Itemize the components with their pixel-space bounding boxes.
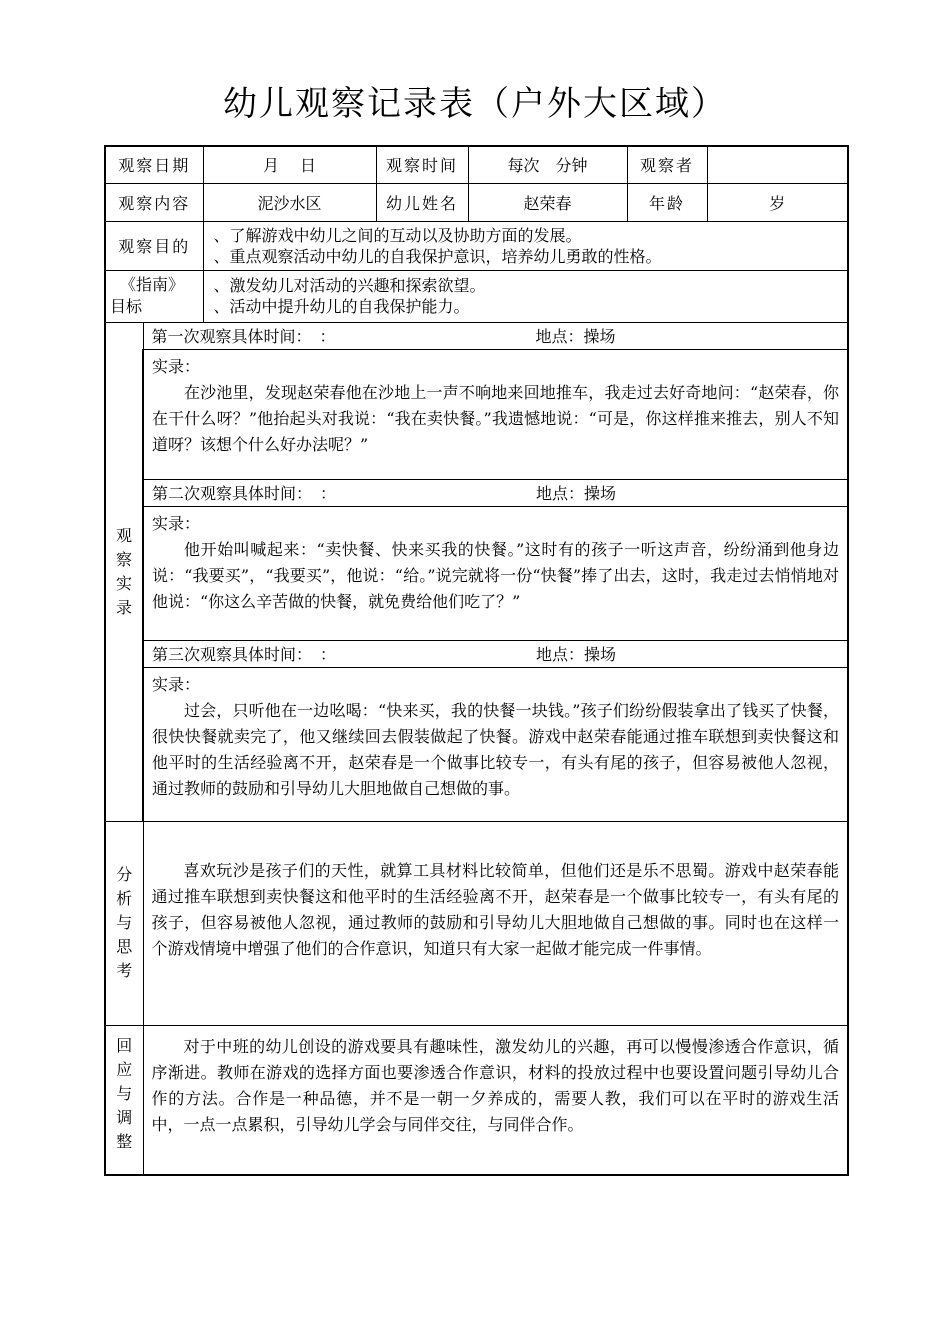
records-label-char: 察 <box>115 549 132 569</box>
record-3-heading-row <box>105 640 848 667</box>
purpose-content <box>203 221 848 270</box>
info-row-2 <box>105 183 848 221</box>
record-1-place: 地点：操场 <box>535 326 616 346</box>
record-2-label: 实录： <box>152 513 201 533</box>
guide-row <box>105 270 848 322</box>
record-2-heading-row <box>105 479 848 506</box>
analysis-row <box>105 821 848 1025</box>
response-label-char: 应 <box>116 1059 133 1079</box>
guide-item: 、活动中提升幼儿的自我保护能力。 <box>213 297 470 316</box>
response-label-char: 与 <box>116 1083 133 1103</box>
record-3-body-row <box>105 667 848 821</box>
record-1-heading <box>143 322 848 349</box>
observation-time-value[interactable]: 每次 分钟 <box>468 146 627 183</box>
record-3-time: 第三次观察具体时间： ： <box>152 645 337 664</box>
age-label: 年龄 <box>627 183 707 221</box>
analysis-label-char: 思 <box>116 937 133 956</box>
record-1-body-row <box>105 349 848 479</box>
child-name-value[interactable]: 赵荣春 <box>468 183 627 221</box>
purpose-row <box>105 221 848 270</box>
observation-date-value[interactable]: 月 日 <box>203 146 376 183</box>
observer-value[interactable] <box>707 146 848 183</box>
observation-time-label: 观察时间 <box>376 146 468 183</box>
purpose-label: 观察目的 <box>105 221 203 270</box>
page-title: 幼儿观察记录表（户外大区域） <box>223 84 727 124</box>
guide-label <box>105 270 203 322</box>
analysis-content <box>143 821 848 1025</box>
observation-date-label: 观察日期 <box>105 146 203 183</box>
record-1-heading-row <box>105 322 848 349</box>
record-3-heading <box>143 640 848 667</box>
records-label-char: 观 <box>115 525 132 545</box>
records-label-char: 实 <box>115 573 132 593</box>
record-2-heading <box>143 479 848 506</box>
response-label-char: 整 <box>116 1131 133 1151</box>
observation-content-value[interactable]: 泥沙水区 <box>203 183 376 221</box>
age-value[interactable]: 岁 <box>707 183 848 221</box>
record-1-body <box>143 349 848 479</box>
info-row-1 <box>105 146 848 183</box>
record-2-body <box>143 506 848 640</box>
analysis-text: 喜欢玩沙是孩子们的天性，就算工具材料比较简单，但他们还是乐不思蜀。游戏中赵荣春能通过推车联想到卖快餐这和他平时的生活经验离不开，赵荣春是一个做事比较专一，有头有尾的孩子，但容易被他人忽视，通过教师的鼓励和引导幼儿大胆地做自己想做的事。同时也在这样一个游戏情境中增强了他们的合作意识，知道只有大家一起做才能完成一件事情。 <box>151 860 840 958</box>
observation-record-table <box>104 145 849 1176</box>
purpose-item: 、重点观察活动中幼儿的自我保护意识，培养幼儿勇敢的性格。 <box>213 246 662 266</box>
guide-label-line: 《指南》 <box>120 275 185 294</box>
response-label-char: 回 <box>116 1035 133 1055</box>
record-2-body-row <box>105 506 848 640</box>
analysis-label-char: 分 <box>116 865 133 884</box>
record-2-text: 他开始叫喊起来：“卖快餐、快来买我的快餐。”这时有的孩子一听这声音，纷纷涌到他身边说：“我要买”，“我要买”，他说：“给。”说完就将一份“快餐”捧了出去，这时，我走过去悄悄地对他说：“你这么辛苦做的快餐，就免费给他们吃了？” <box>152 539 840 611</box>
guide-label-line: 目标 <box>110 297 143 316</box>
child-name-label: 幼儿姓名 <box>376 183 468 221</box>
analysis-label-char: 考 <box>116 961 133 980</box>
record-1-label: 实录： <box>152 356 201 376</box>
analysis-label <box>105 821 143 1025</box>
guide-content <box>203 270 848 322</box>
response-row <box>105 1025 848 1175</box>
guide-item: 、激发幼儿对活动的兴趣和探索欲望。 <box>213 276 486 295</box>
record-3-label: 实录： <box>152 674 201 694</box>
record-1-text: 在沙池里，发现赵荣春他在沙地上一声不响地来回地推车，我走过去好奇地问：“赵荣春，你在干什么呀？”他抬起头对我说：“我在卖快餐。”我遗憾地说：“可是，你这样推来推去，别人不知道呀？该想个什么好办法呢？” <box>152 382 840 454</box>
analysis-label-char: 与 <box>116 913 133 932</box>
records-label-char: 录 <box>115 597 132 617</box>
record-3-text: 过会，只听他在一边吆喝：“快来买，我的快餐一块钱。”孩子们纷纷假装拿出了钱买了快餐，很快快餐就卖完了，他又继续回去假装做起了快餐。游戏中赵荣春能通过推车联想到卖快餐这和他平时的生活经验离不开，赵荣春是一个做事比较专一，有头有尾的孩子，但容易被他人忽视，通过教师的鼓励和引导幼儿大胆地做自己想做的事。 <box>152 700 840 798</box>
response-label-char: 调 <box>116 1107 133 1127</box>
response-content <box>143 1025 848 1175</box>
record-1-time: 第一次观察具体时间： ： <box>151 327 336 346</box>
response-text: 对于中班的幼儿创设的游戏要具有趣味性，激发幼儿的兴趣，再可以慢慢渗透合作意识，循序渐进。教师在游戏的选择方面也要渗透合作意识，材料的投放过程中也要设置问题引导幼儿合作的方法。合作是一种品德，并不是一朝一夕养成的，需要人教，我们可以在平时的游戏生活中，一点一点累积，引导幼儿学会与同伴交往，与同伴合作。 <box>151 1036 840 1134</box>
observation-content-label: 观察内容 <box>105 183 203 221</box>
purpose-item: 、了解游戏中幼儿之间的互动以及协助方面的发展。 <box>213 225 582 245</box>
record-3-body <box>143 667 848 821</box>
records-label <box>105 322 143 821</box>
record-2-place: 地点：操场 <box>536 483 617 503</box>
response-label <box>105 1025 143 1175</box>
analysis-label-char: 析 <box>116 889 133 908</box>
record-3-place: 地点：操场 <box>536 644 617 664</box>
record-2-time: 第二次观察具体时间： ： <box>152 484 337 503</box>
observer-label: 观察者 <box>627 146 707 183</box>
